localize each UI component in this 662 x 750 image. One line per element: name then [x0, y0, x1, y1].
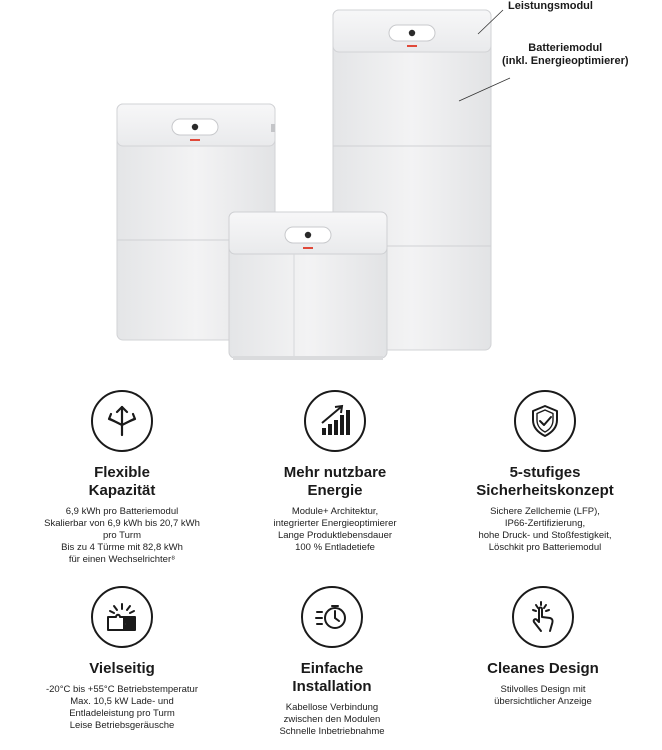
feature-desc-line: Stilvolles Design mit — [500, 684, 586, 695]
feature-desc-line: zwischen den Modulen — [283, 714, 381, 725]
feature-desc-line: pro Turm — [102, 530, 141, 541]
feature-description — [225, 506, 445, 554]
feature-flexible-capacity — [12, 390, 232, 566]
feature-title — [433, 660, 653, 678]
feature-title-line: Energie — [307, 482, 363, 499]
feature-desc-line: IP66-Zertifizierung, — [504, 518, 586, 529]
feature-title — [12, 660, 232, 678]
callout-power-module: Leistungsmodul — [508, 0, 593, 12]
feature-versatile — [12, 586, 232, 732]
feature-desc-line: -20°C bis +55°C Betriebstemperatur — [45, 684, 198, 695]
feature-desc-line: Löschkit pro Batteriemodul — [488, 542, 602, 553]
feature-title-line: Mehr nutzbare — [283, 464, 387, 481]
feature-desc-line: Module+ Architektur, — [291, 506, 379, 517]
feature-desc-line: übersichtlicher Anzeige — [494, 696, 592, 707]
rising-bars-icon — [304, 390, 366, 452]
feature-title — [435, 464, 655, 500]
feature-title-line: Flexible — [94, 464, 150, 481]
feature-title-line: Installation — [292, 678, 372, 695]
feature-desc-line: Max. 10,5 kW Lade- und — [70, 696, 174, 707]
callout-battery-module — [502, 42, 629, 68]
feature-desc-line: integrierter Energieoptimierer — [273, 518, 397, 529]
feature-desc-line: hohe Druck- und Stoßfestigkeit, — [478, 530, 612, 541]
feature-easy-installation — [222, 586, 442, 738]
feature-title-line: Sicherheitskonzept — [476, 482, 614, 499]
feature-desc-line: Leise Betriebsgeräusche — [69, 720, 175, 731]
feature-description — [12, 684, 232, 732]
feature-desc-line: Bis zu 4 Türme mit 82,8 kWh — [61, 542, 183, 553]
feature-desc-line: Sichere Zellchemie (LFP), — [490, 506, 600, 517]
feature-safety-concept — [435, 390, 655, 554]
feature-description — [222, 702, 442, 738]
feature-title-line: Einfache — [300, 660, 364, 677]
feature-more-usable-energy — [225, 390, 445, 554]
callout-battery-line2: (inkl. Energieoptimierer) — [502, 55, 629, 67]
feature-clean-design — [433, 586, 653, 708]
feature-title-line: Vielseitig — [89, 660, 155, 677]
feature-desc-line: für einen Wechselrichter⁸ — [68, 554, 176, 565]
feature-desc-line: Lange Produktlebensdauer — [277, 530, 393, 541]
arrows-split-icon — [91, 390, 153, 452]
feature-desc-line: Skalierbar von 6,9 kWh bis 20,7 kWh — [44, 518, 200, 529]
feature-description — [12, 506, 232, 566]
feature-title — [225, 464, 445, 500]
feature-title — [222, 660, 442, 696]
feature-title-line: Kapazität — [88, 482, 156, 499]
shield-check-icon — [514, 390, 576, 452]
feature-desc-line: Entladeleistung pro Turm — [69, 708, 175, 719]
feature-description — [435, 506, 655, 554]
callout-battery-line1: Batteriemodul — [528, 42, 603, 54]
feature-desc-line: Kabellose Verbindung — [285, 702, 379, 713]
stopwatch-icon — [301, 586, 363, 648]
feature-desc-line: 6,9 kWh pro Batteriemodul — [65, 506, 179, 517]
battery-tower-small — [229, 212, 387, 360]
tap-hand-icon — [512, 586, 574, 648]
feature-desc-line: Schnelle Inbetriebnahme — [279, 726, 385, 737]
feature-title — [12, 464, 232, 500]
feature-title-line: Cleanes Design — [487, 660, 599, 677]
puzzle-spark-icon — [91, 586, 153, 648]
feature-title-line: 5-stufiges — [509, 464, 581, 481]
feature-desc-line: 100 % Entladetiefe — [295, 542, 375, 553]
feature-description — [433, 684, 653, 708]
